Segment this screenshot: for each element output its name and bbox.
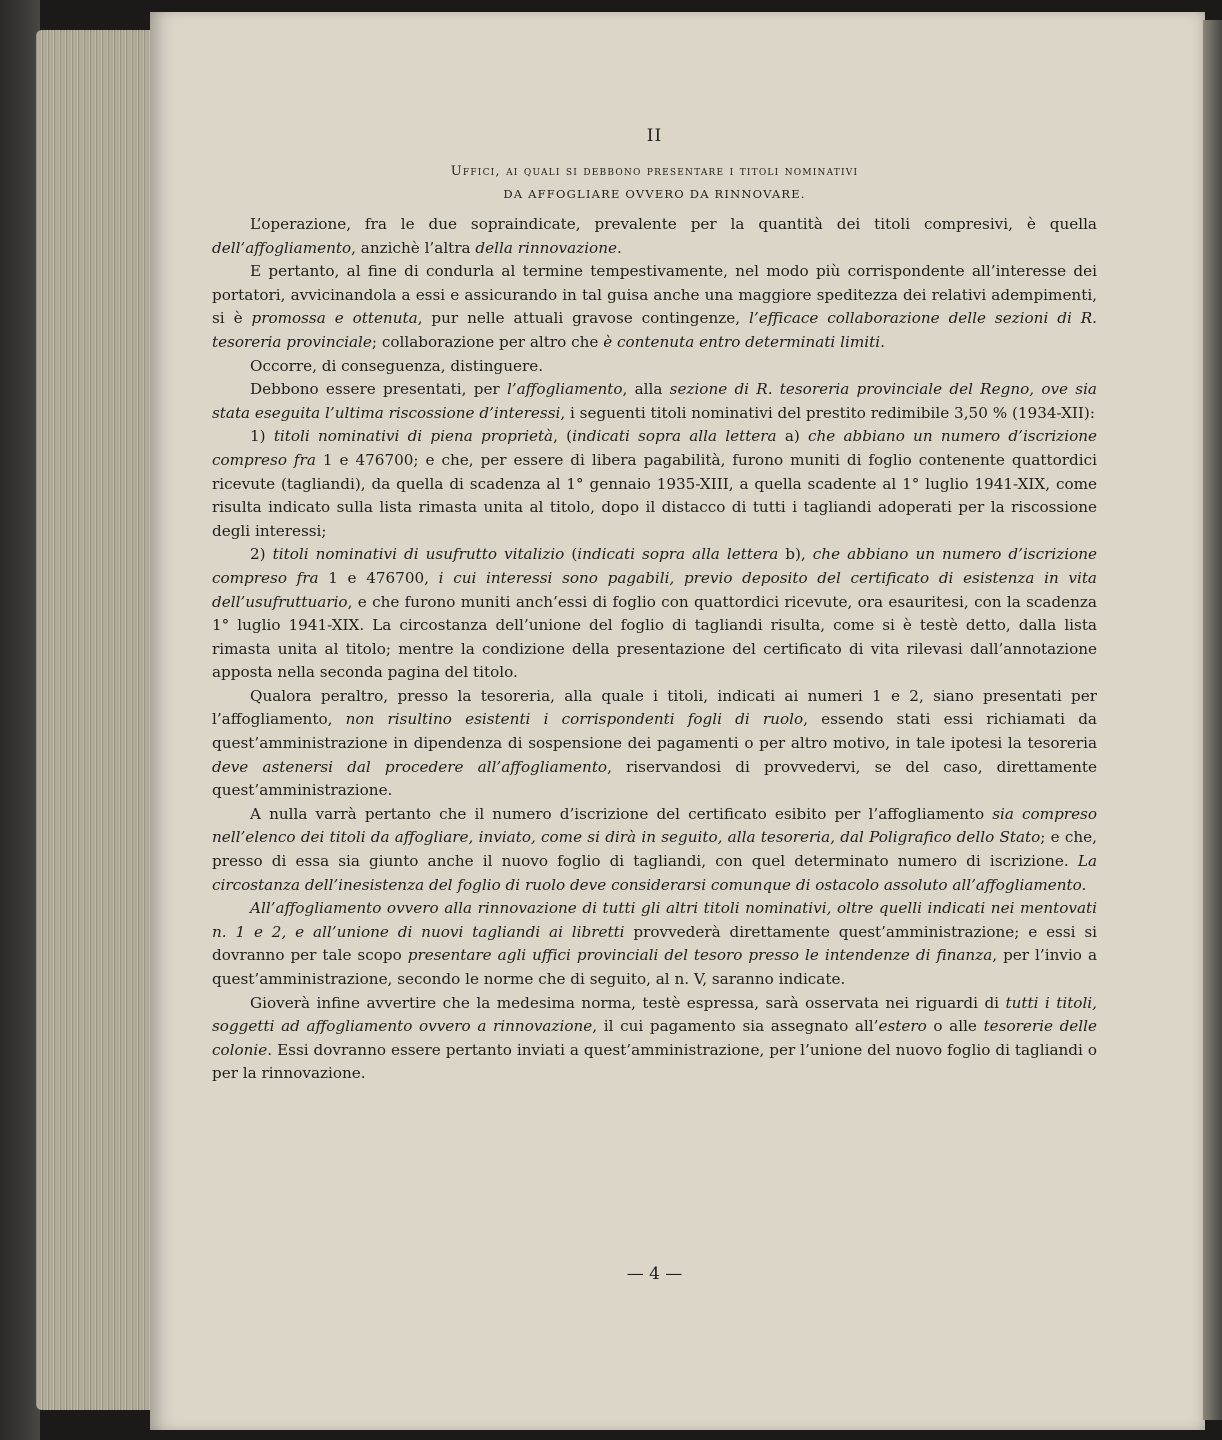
paragraph	[212, 685, 1097, 803]
italic-text: tutti i titoli, soggetti ad affogliamento ovvero a rinnovazione	[212, 993, 1097, 1036]
italic-text: estero	[878, 1017, 927, 1036]
italic-text: sia compreso nell’elenco dei titoli da affogliare, inviato, come si dirà in seguito, alla tesoreria, dal Poligrafico dello Stato	[212, 804, 1097, 847]
book-binding	[0, 0, 40, 1440]
text-run: , riservandosi di provvedervi, se del caso, direttamente quest’amministrazione.	[212, 757, 1098, 800]
text-run: 2)	[250, 545, 273, 564]
text-run: , il cui pagamento sia assegnato all’	[592, 1017, 879, 1036]
italic-text: è contenuta entro determinati limiti	[603, 332, 881, 351]
italic-text: indicati sopra alla lettera	[572, 427, 777, 446]
paragraph	[212, 355, 1097, 379]
section-number: II	[646, 126, 663, 146]
body-text	[212, 213, 1097, 1086]
paragraph	[212, 543, 1097, 685]
text-run: E pertanto, al fine di condurla al termine tempestivamente, nel modo più corrispondente all’interesse dei portatori, avvicinandola a essi e assicurando in tal guisa anche una maggiore speditezza dei relativi adempimenti, si è	[212, 262, 1097, 328]
paragraph	[212, 213, 1097, 260]
text-run: .	[880, 332, 885, 351]
italic-text: l’affogliamento	[506, 380, 623, 399]
paragraph	[212, 803, 1097, 897]
paragraph	[212, 260, 1097, 354]
italic-text: promossa e ottenuta	[251, 309, 418, 328]
italic-text: tesorerie delle colonie	[212, 1017, 1097, 1059]
italic-text: indicati sopra alla lettera	[577, 545, 779, 564]
italic-text: i cui interessi sono pagabili, previo deposito del certificato di esistenza in vita dell’usufruttuario	[212, 568, 1097, 611]
paragraph	[212, 992, 1097, 1086]
right-page-edge	[1203, 20, 1222, 1420]
text-run: , alla	[622, 380, 670, 399]
italic-text: che abbiano un numero d’iscrizione compreso fra	[212, 545, 1098, 587]
text-run: , e che furono muniti anch’essi di foglio con quattordici ricevute, ora esauritesi, con la scadenza 1° luglio 1941-XIX. La circostanza dell’unione del foglio di tagliandi risulta, come si è testè detto, dalla lista rimasta unita al titolo; mentre la condizione della presentazione del certificato di vita rilevasi dall’annotazione apposta nella seconda pagina del titolo.	[212, 592, 1097, 682]
italic-text: La circostanza dell’inesistenza del foglio di ruolo deve considerarsi comunque di ostacolo assoluto all’affogliamento.	[212, 852, 1097, 894]
section-heading-line-2: DA AFFOGLIARE OVVERO DA RINNOVARE.	[503, 187, 806, 201]
text-run: b),	[778, 545, 813, 564]
text-run: .	[616, 238, 622, 257]
text-run: , anzichè l’altra	[351, 238, 476, 257]
italic-text: l’efficace collaborazione delle sezioni di R. tesoreria provinciale	[212, 309, 1097, 351]
italic-text: presentare agli uffici provinciali del tesoro presso le intendenze di finanza	[407, 946, 993, 965]
page-edges	[36, 30, 156, 1410]
text-run: ; e che, presso di essa sia giunto anche il nuovo foglio di tagliandi, con quel determinato numero di iscrizione.	[212, 828, 1097, 871]
section-heading-line-1: Uffici, ai quali si debbono presentare i titoli nominativi	[450, 164, 859, 179]
text-run: , i seguenti titoli nominativi del prestito redimibile 3,50 % (1934-XII):	[560, 403, 1095, 422]
text-run: Occorre, di conseguenza, distinguere.	[250, 356, 544, 375]
text-run: Qualora peraltro, presso la tesoreria, alla quale i titoli, indicati ai numeri 1 e 2, siano presentati per l’affogliamento,	[212, 686, 1097, 729]
text-run: 1)	[250, 427, 274, 446]
text-run: Gioverà infine avvertire che la medesima norma, testè espressa, sarà osservata nei riguardi di	[250, 993, 1006, 1012]
text-run: a)	[776, 427, 809, 446]
italic-text: sezione di R. tesoreria provinciale del Regno, ove sia stata eseguita l’ultima riscossione d’interessi	[212, 380, 1097, 422]
page-number: — 4 —	[626, 1264, 683, 1284]
text-run: (	[564, 545, 578, 564]
italic-text: della rinnovazione	[475, 238, 617, 257]
text-run: , (	[553, 427, 573, 446]
text-run: . Essi dovranno essere pertanto inviati a quest’amministrazione, per l’unione del nuovo foglio di tagliandi o per la rinnovazione.	[212, 1040, 1097, 1083]
italic-text: dell’affogliamento	[212, 238, 352, 257]
text-run: , per l’invio a quest’amministrazione, secondo le norme che di seguito, al n. V, saranno indicate.	[212, 946, 1098, 988]
text-run: provvederà direttamente quest’amministrazione; e essi si dovranno per tale scopo	[212, 922, 1098, 965]
text-run: Debbono essere presentati, per	[250, 380, 507, 399]
text-run: , pur nelle attuali gravose contingenze,	[417, 309, 750, 328]
text-run: , essendo stati essi richiamati da quest’amministrazione in dipendenza di sospensione dei pagamenti o per altro motivo, in tale ipotesi la tesoreria	[212, 710, 1097, 753]
italic-text: deve astenersi dal procedere all’affogliamento	[212, 757, 608, 776]
italic-text: All’affogliamento ovvero alla rinnovazione di tutti gli altri titoli nominativi, oltre quelli indicati nei mentovati n. 1 e 2, e all’unione di nuovi tagliandi ai libretti	[212, 899, 1097, 941]
text-run: 1 e 476700,	[318, 568, 439, 587]
text-run: L’operazione, fra le due sopraindicate, prevalente per la quantità dei titoli compresivi, è quella	[250, 215, 1097, 233]
paragraph	[212, 425, 1097, 543]
italic-text: titoli nominativi di piena proprietà	[273, 427, 554, 446]
paragraph	[212, 897, 1097, 991]
italic-text: che abbiano un numero d’iscrizione compreso fra	[212, 427, 1097, 469]
italic-text: non risultino esistenti i corrispondenti fogli di ruolo	[345, 710, 804, 729]
text-run: o alle	[926, 1017, 984, 1036]
text-run: 1 e 476700; e che, per essere di libera pagabilità, furono muniti di foglio contenente quattordici ricevute (tagliandi), da quella di scadenza al 1° gennaio 1935-XIII, a quella scadente al 1° luglio 1941-XIX, come risulta indicato sulla lista rimasta unita al titolo, dopo il distacco di tutti i tagliandi adoperati per la riscossione degli interessi;	[212, 450, 1097, 540]
text-run: ; collaborazione per altro che	[371, 332, 604, 351]
paragraph	[212, 378, 1097, 425]
text-run: A nulla varrà pertanto che il numero d’iscrizione del certificato esibito per l’affogliamento	[250, 804, 993, 823]
italic-text: titoli nominativi di usufrutto vitalizio	[272, 545, 565, 564]
